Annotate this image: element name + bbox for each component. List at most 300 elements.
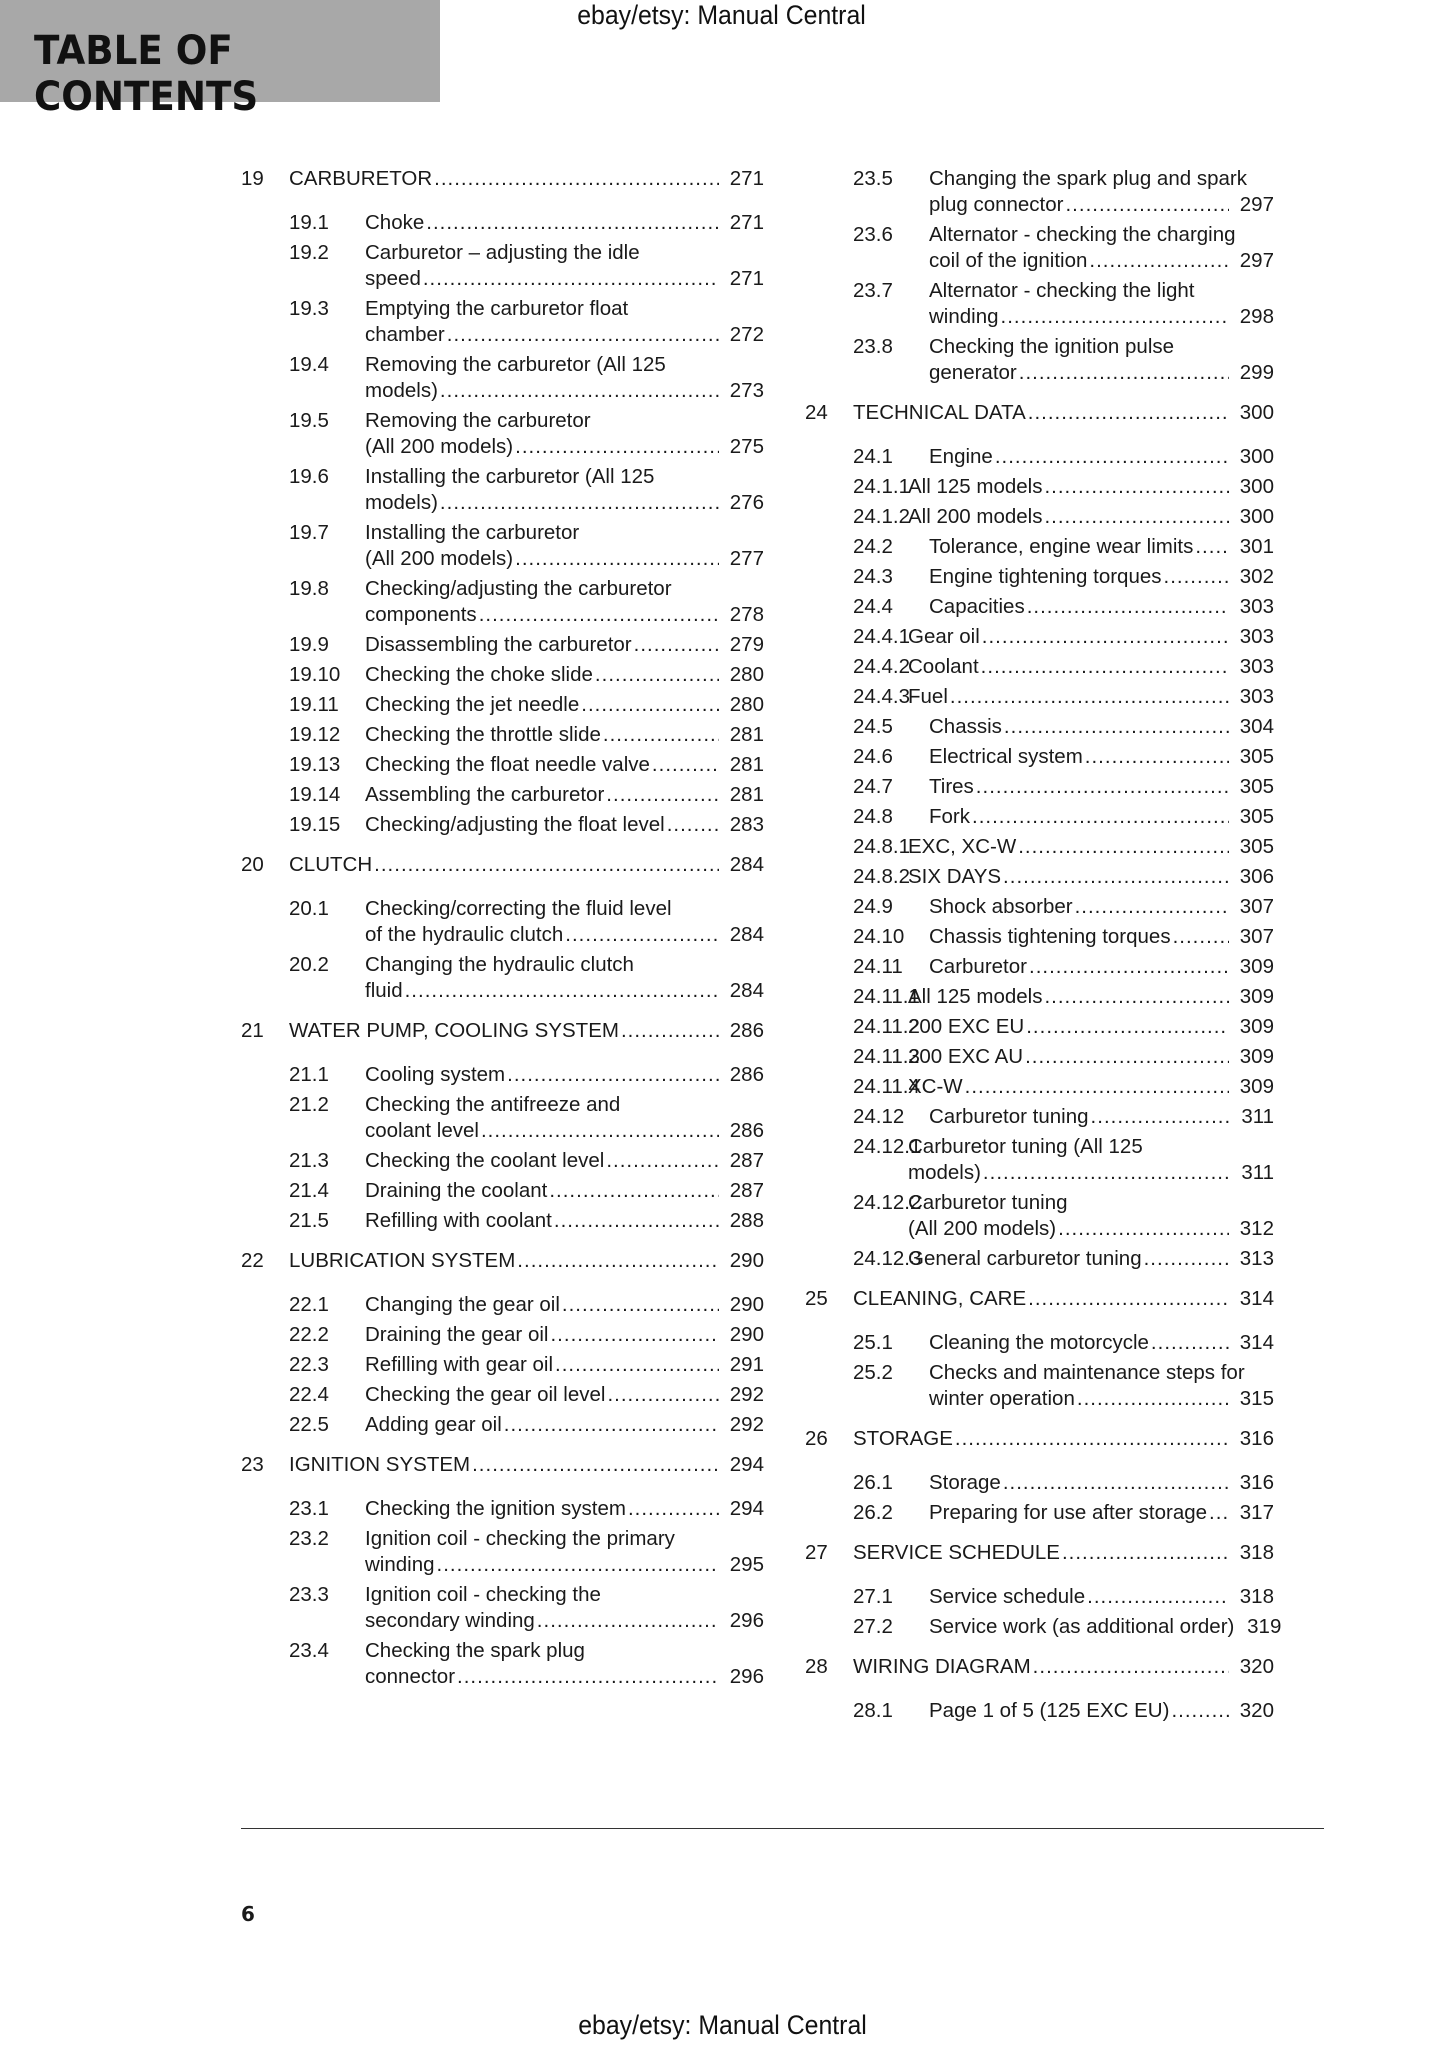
toc-section-entry[interactable] xyxy=(805,278,1274,330)
toc-entry-page: 284 xyxy=(729,979,764,1002)
toc-entry-title-line: Choke xyxy=(365,211,425,234)
toc-section-entry[interactable] xyxy=(805,774,1274,800)
toc-section-entry[interactable] xyxy=(241,1062,764,1088)
toc-entry-title-line: Capacities xyxy=(929,595,1025,618)
toc-entry-page: 318 xyxy=(1239,1541,1274,1564)
toc-entry-title-line: Tolerance, engine wear limits xyxy=(929,535,1194,558)
toc-entry-number: 24.1 xyxy=(853,445,893,468)
toc-entry-page: 314 xyxy=(1239,1287,1274,1310)
toc-entry-page: 280 xyxy=(729,663,764,686)
toc-entry-page: 296 xyxy=(729,1609,764,1632)
toc-entry-number: 24.1.2 xyxy=(853,505,910,528)
toc-entry-page: 320 xyxy=(1239,1655,1274,1678)
toc-section-entry[interactable] xyxy=(241,812,764,838)
toc-right-column xyxy=(805,166,1282,1728)
toc-entry-title-line: plug connector xyxy=(929,193,1064,216)
toc-section-entry[interactable] xyxy=(241,1496,764,1522)
toc-entry-number: 24.4.1 xyxy=(853,625,910,648)
toc-section-entry[interactable] xyxy=(805,1246,1274,1272)
toc-entry-title-line: Service schedule xyxy=(929,1585,1086,1608)
toc-entry-title-line: Cooling system xyxy=(365,1063,506,1086)
dot-leader xyxy=(1087,1584,1229,1610)
toc-entry-page: 305 xyxy=(1239,745,1274,768)
toc-section-entry[interactable] xyxy=(805,984,1274,1010)
toc-chapter-entry[interactable] xyxy=(805,1426,1274,1452)
toc-entry-title-line: TECHNICAL DATA xyxy=(853,401,1026,424)
toc-section-entry[interactable] xyxy=(805,504,1274,530)
dot-leader xyxy=(374,852,719,878)
dot-leader xyxy=(995,444,1229,470)
toc-entry-number: 27.2 xyxy=(853,1615,893,1638)
toc-section-entry[interactable] xyxy=(805,714,1274,740)
toc-entry-page: 314 xyxy=(1239,1331,1274,1354)
toc-entry-page: 302 xyxy=(1239,565,1274,588)
toc-entry-page: 304 xyxy=(1239,715,1274,738)
watermark-bottom: ebay/etsy: Manual Central xyxy=(578,2010,867,2040)
toc-entry-page: 316 xyxy=(1239,1471,1274,1494)
dot-leader xyxy=(581,692,719,718)
toc-entry-page: 297 xyxy=(1239,193,1274,216)
toc-entry-title-line: coolant level xyxy=(365,1119,479,1142)
dot-leader xyxy=(1003,1470,1229,1496)
toc-entry-title-line: Chassis tightening torques xyxy=(929,925,1171,948)
toc-entry-number: 24.4.3 xyxy=(853,685,910,708)
toc-entry-number: 19.13 xyxy=(289,753,341,776)
toc-entry-number: 19.15 xyxy=(289,813,341,836)
toc-entry-title-line: SERVICE SCHEDULE xyxy=(853,1541,1060,1564)
toc-entry-title-line: Electrical system xyxy=(929,745,1083,768)
toc-entry-title-line: Engine tightening torques xyxy=(929,565,1162,588)
toc-entry-page: 286 xyxy=(729,1063,764,1086)
dot-leader xyxy=(1029,954,1229,980)
toc-entry-title-line: Alternator - checking the light xyxy=(929,279,1195,302)
toc-section-entry[interactable] xyxy=(805,744,1274,770)
toc-entry-number: 21.1 xyxy=(289,1063,329,1086)
toc-entry-page: 280 xyxy=(729,693,764,716)
toc-section-entry[interactable] xyxy=(241,1178,764,1204)
toc-entry-number: 22.5 xyxy=(289,1413,329,1436)
toc-entry-page: 305 xyxy=(1239,805,1274,828)
dot-leader xyxy=(554,1208,719,1234)
dot-leader xyxy=(549,1178,719,1204)
toc-entry-page: 315 xyxy=(1239,1387,1274,1410)
dot-leader xyxy=(437,1552,719,1578)
toc-entry-number: 24.9 xyxy=(853,895,893,918)
toc-entry-page: 300 xyxy=(1239,445,1274,468)
toc-entry-title-line: Checking the gear oil level xyxy=(365,1383,606,1406)
toc-entry-title-line: chamber xyxy=(365,323,445,346)
dot-leader xyxy=(595,662,719,688)
dot-leader xyxy=(1144,1246,1229,1272)
dot-leader xyxy=(1028,400,1229,426)
toc-entry-title-line: Changing the hydraulic clutch xyxy=(365,953,634,976)
toc-entry-title-line: models) xyxy=(908,1161,981,1184)
toc-entry-number: 19.14 xyxy=(289,783,341,806)
toc-section-entry[interactable] xyxy=(805,1134,1274,1186)
toc-entry-number: 21 xyxy=(241,1019,264,1042)
toc-entry-page: 271 xyxy=(729,267,764,290)
toc-entry-title-line: Carburetor tuning (All 125 xyxy=(908,1135,1143,1158)
toc-entry-page: 300 xyxy=(1239,401,1274,424)
toc-section-entry[interactable] xyxy=(241,1382,764,1408)
toc-entry-number: 19.2 xyxy=(289,241,329,264)
toc-section-entry[interactable] xyxy=(241,1412,764,1438)
dot-leader xyxy=(517,1248,719,1274)
toc-entry-number: 24.4 xyxy=(853,595,893,618)
toc-section-entry[interactable] xyxy=(805,954,1274,980)
toc-entry-page: 291 xyxy=(729,1353,764,1376)
toc-entry-title-line: CLEANING, CARE xyxy=(853,1287,1027,1310)
dot-leader xyxy=(1044,504,1229,530)
toc-entry-number: 24.7 xyxy=(853,775,893,798)
toc-entry-page: 320 xyxy=(1239,1699,1274,1722)
toc-entry-number: 24.11.1 xyxy=(853,985,920,1008)
toc-entry-title-line: fluid xyxy=(365,979,403,1002)
toc-entry-number: 24 xyxy=(805,401,828,424)
toc-entry-number: 24.5 xyxy=(853,715,893,738)
toc-entry-number: 24.1.1 xyxy=(853,475,910,498)
dot-leader xyxy=(1171,1698,1229,1724)
toc-section-entry[interactable] xyxy=(241,520,764,572)
toc-section-entry[interactable] xyxy=(241,662,764,688)
toc-section-entry[interactable] xyxy=(241,896,764,948)
dot-leader xyxy=(1089,248,1229,274)
toc-section-entry[interactable] xyxy=(241,782,764,808)
toc-entry-page: 300 xyxy=(1239,475,1274,498)
toc-chapter-entry[interactable] xyxy=(241,1248,764,1274)
toc-section-entry[interactable] xyxy=(805,1104,1274,1130)
toc-section-entry[interactable] xyxy=(805,654,1274,680)
toc-section-entry[interactable] xyxy=(805,444,1274,470)
toc-entry-page: 286 xyxy=(729,1119,764,1142)
toc-entry-title-line: IGNITION SYSTEM xyxy=(289,1453,471,1476)
toc-section-entry[interactable] xyxy=(805,222,1274,274)
toc-section-entry[interactable] xyxy=(241,1638,764,1690)
toc-section-entry[interactable] xyxy=(241,1322,764,1348)
toc-section-entry[interactable] xyxy=(805,334,1274,386)
toc-entry-page: 309 xyxy=(1239,955,1274,978)
toc-chapter-entry[interactable] xyxy=(241,1452,764,1478)
toc-section-entry[interactable] xyxy=(805,166,1274,218)
toc-entry-number: 22.2 xyxy=(289,1323,329,1346)
toc-entry-number: 24.2 xyxy=(853,535,893,558)
toc-entry-title-line: (All 200 models) xyxy=(908,1217,1057,1240)
toc-entry-page: 305 xyxy=(1239,775,1274,798)
dot-leader xyxy=(1004,714,1229,740)
toc-entry-title-line: All 125 models xyxy=(908,985,1043,1008)
toc-entry-title-line: STORAGE xyxy=(853,1427,953,1450)
dot-leader xyxy=(550,1322,719,1348)
toc-entry-title-line: generator xyxy=(929,361,1017,384)
toc-section-entry[interactable] xyxy=(241,1092,764,1144)
toc-entry-number: 21.3 xyxy=(289,1149,329,1172)
footer-rule xyxy=(241,1828,1324,1829)
dot-leader xyxy=(607,1382,719,1408)
toc-section-entry[interactable] xyxy=(805,594,1274,620)
toc-entry-page: 319 xyxy=(1247,1615,1282,1638)
dot-leader xyxy=(481,1118,719,1144)
toc-section-entry[interactable] xyxy=(805,924,1274,950)
dot-leader xyxy=(479,602,719,628)
toc-entry-number: 19.8 xyxy=(289,577,329,600)
toc-entry-page: 309 xyxy=(1239,1045,1274,1068)
toc-section-entry[interactable] xyxy=(241,1148,764,1174)
toc-entry-number: 24.6 xyxy=(853,745,893,768)
toc-entry-title-line: Ignition coil - checking the primary xyxy=(365,1527,675,1550)
toc-entry-title-line: CARBURETOR xyxy=(289,167,433,190)
toc-entry-page: 287 xyxy=(729,1179,764,1202)
dot-leader xyxy=(667,812,719,838)
toc-entry-title-line: Checking the ignition system xyxy=(365,1497,626,1520)
toc-entry-page: 303 xyxy=(1239,625,1274,648)
toc-section-entry[interactable] xyxy=(805,1698,1274,1724)
toc-entry-title-line: Installing the carburetor (All 125 xyxy=(365,465,655,488)
toc-entry-page: 290 xyxy=(729,1323,764,1346)
toc-entry-title-line: Disassembling the carburetor xyxy=(365,633,632,656)
dot-leader xyxy=(1077,1386,1229,1412)
toc-section-entry[interactable] xyxy=(805,1584,1274,1610)
toc-entry-page: 281 xyxy=(729,783,764,806)
toc-entry-title-line: Emptying the carburetor float xyxy=(365,297,629,320)
toc-entry-page: 296 xyxy=(729,1665,764,1688)
toc-section-entry[interactable] xyxy=(241,632,764,658)
toc-section-entry[interactable] xyxy=(241,576,764,628)
toc-entry-title-line: Fork xyxy=(929,805,970,828)
toc-entry-title-line: Checking the spark plug xyxy=(365,1639,585,1662)
toc-entry-page: 306 xyxy=(1239,865,1274,888)
dot-leader xyxy=(426,210,719,236)
toc-entry-number: 27.1 xyxy=(853,1585,893,1608)
toc-section-entry[interactable] xyxy=(805,1044,1274,1070)
toc-entry-title-line: coil of the ignition xyxy=(929,249,1088,272)
toc-entry-number: 28 xyxy=(805,1655,828,1678)
dot-leader xyxy=(447,322,719,348)
toc-section-entry[interactable] xyxy=(805,864,1274,890)
dot-leader xyxy=(555,1352,719,1378)
dot-leader xyxy=(1028,1286,1229,1312)
toc-entry-title-line: Page 1 of 5 (125 EXC EU) xyxy=(929,1699,1170,1722)
toc-section-entry[interactable] xyxy=(805,1074,1274,1100)
toc-entry-number: 22 xyxy=(241,1249,264,1272)
toc-entry-number: 24.11.3 xyxy=(853,1045,920,1068)
toc-left-column xyxy=(241,166,764,1694)
dot-leader xyxy=(434,166,719,192)
toc-entry-page: 309 xyxy=(1239,1075,1274,1098)
toc-entry-page: 305 xyxy=(1239,835,1274,858)
toc-entry-page: 278 xyxy=(729,603,764,626)
toc-entry-title-line: CLUTCH xyxy=(289,853,373,876)
toc-section-entry[interactable] xyxy=(241,464,764,516)
toc-entry-number: 20 xyxy=(241,853,264,876)
toc-entry-number: 23.2 xyxy=(289,1527,329,1550)
toc-entry-title-line: Checking/adjusting the float level xyxy=(365,813,665,836)
toc-entry-title-line: WATER PUMP, COOLING SYSTEM xyxy=(289,1019,619,1042)
toc-entry-page: 292 xyxy=(729,1383,764,1406)
toc-entry-number: 23.3 xyxy=(289,1583,329,1606)
toc-entry-number: 24.11.4 xyxy=(853,1075,920,1098)
toc-entry-page: 283 xyxy=(729,813,764,836)
toc-entry-number: 24.8.2 xyxy=(853,865,910,888)
toc-section-entry[interactable] xyxy=(241,296,764,348)
dot-leader xyxy=(606,1148,719,1174)
toc-entry-page: 303 xyxy=(1239,685,1274,708)
toc-entry-number: 25.1 xyxy=(853,1331,893,1354)
toc-entry-number: 19.1 xyxy=(289,211,329,234)
toc-entry-page: 271 xyxy=(729,211,764,234)
toc-entry-title-line: Ignition coil - checking the xyxy=(365,1583,601,1606)
toc-chapter-entry[interactable] xyxy=(805,1540,1274,1566)
toc-entry-title-line: LUBRICATION SYSTEM xyxy=(289,1249,516,1272)
dot-leader xyxy=(965,1074,1229,1100)
dot-leader xyxy=(440,378,719,404)
toc-entry-title-line: All 125 models xyxy=(908,475,1043,498)
toc-entry-number: 24.10 xyxy=(853,925,905,948)
toc-entry-page: 316 xyxy=(1239,1427,1274,1450)
toc-section-entry[interactable] xyxy=(805,624,1274,650)
toc-entry-page: 317 xyxy=(1239,1501,1274,1524)
dot-leader xyxy=(1091,1104,1229,1130)
toc-entry-title-line: 200 EXC AU xyxy=(908,1045,1024,1068)
toc-section-entry[interactable] xyxy=(805,1014,1274,1040)
toc-entry-number: 24.12 xyxy=(853,1105,905,1128)
toc-entry-page: 303 xyxy=(1239,655,1274,678)
toc-section-entry[interactable] xyxy=(805,534,1274,560)
toc-section-entry[interactable] xyxy=(805,564,1274,590)
toc-entry-number: 19.10 xyxy=(289,663,341,686)
toc-entry-page: 311 xyxy=(1241,1105,1274,1128)
toc-entry-number: 19.6 xyxy=(289,465,329,488)
toc-entry-number: 19.4 xyxy=(289,353,329,376)
toc-entry-title-line: winding xyxy=(929,305,999,328)
toc-entry-number: 20.2 xyxy=(289,953,329,976)
toc-entry-number: 22.3 xyxy=(289,1353,329,1376)
toc-section-entry[interactable] xyxy=(805,1190,1274,1242)
toc-entry-title-line: WIRING DIAGRAM xyxy=(853,1655,1031,1678)
toc-section-entry[interactable] xyxy=(805,684,1274,710)
toc-entry-title-line: (All 200 models) xyxy=(365,547,514,570)
toc-entry-page: 318 xyxy=(1239,1585,1274,1608)
toc-entry-page: 292 xyxy=(729,1413,764,1436)
toc-section-entry[interactable] xyxy=(805,1500,1274,1526)
toc-entry-page: 275 xyxy=(729,435,764,458)
toc-entry-page: 290 xyxy=(729,1249,764,1272)
toc-section-entry[interactable] xyxy=(241,1352,764,1378)
toc-section-entry[interactable] xyxy=(805,804,1274,830)
dot-leader xyxy=(562,1292,719,1318)
toc-section-entry[interactable] xyxy=(805,1614,1282,1640)
dot-leader xyxy=(1044,474,1229,500)
toc-section-entry[interactable] xyxy=(241,1526,764,1578)
dot-leader xyxy=(405,978,719,1004)
toc-section-entry[interactable] xyxy=(241,1208,764,1234)
toc-section-entry[interactable] xyxy=(241,352,764,404)
toc-section-entry[interactable] xyxy=(241,240,764,292)
toc-section-entry[interactable] xyxy=(805,1330,1274,1356)
dot-leader xyxy=(1025,1044,1229,1070)
dot-leader xyxy=(1065,192,1229,218)
dot-leader xyxy=(976,774,1229,800)
toc-entry-page: 288 xyxy=(729,1209,764,1232)
toc-entry-page: 297 xyxy=(1239,249,1274,272)
toc-entry-title-line: speed xyxy=(365,267,421,290)
toc-entry-number: 26 xyxy=(805,1427,828,1450)
toc-section-entry[interactable] xyxy=(241,752,764,778)
dot-leader xyxy=(1044,984,1229,1010)
toc-entry-title-line: Draining the gear oil xyxy=(365,1323,549,1346)
toc-section-entry[interactable] xyxy=(805,1470,1274,1496)
toc-chapter-entry[interactable] xyxy=(805,400,1274,426)
toc-chapter-entry[interactable] xyxy=(241,852,764,878)
toc-chapter-entry[interactable] xyxy=(241,1018,764,1044)
toc-entry-number: 25 xyxy=(805,1287,828,1310)
toc-section-entry[interactable] xyxy=(241,1582,764,1634)
toc-chapter-entry[interactable] xyxy=(241,166,764,192)
dot-leader xyxy=(628,1496,719,1522)
toc-section-entry[interactable] xyxy=(241,408,764,460)
dot-leader xyxy=(515,434,719,460)
toc-section-entry[interactable] xyxy=(805,894,1274,920)
dot-leader xyxy=(515,546,719,572)
dot-leader xyxy=(652,752,719,778)
toc-section-entry[interactable] xyxy=(241,1292,764,1318)
dot-leader xyxy=(606,782,719,808)
dot-leader xyxy=(1058,1216,1229,1242)
toc-section-entry[interactable] xyxy=(805,474,1274,500)
dot-leader xyxy=(537,1608,719,1634)
toc-entry-title-line: Checking the float needle valve xyxy=(365,753,650,776)
toc-entry-page: 276 xyxy=(729,491,764,514)
toc-entry-page: 309 xyxy=(1239,985,1274,1008)
toc-entry-title-line: models) xyxy=(365,379,438,402)
toc-entry-title-line: General carburetor tuning xyxy=(908,1247,1142,1270)
toc-chapter-entry[interactable] xyxy=(805,1654,1274,1680)
toc-entry-title-line: Shock absorber xyxy=(929,895,1073,918)
dot-leader xyxy=(634,632,719,658)
toc-section-entry[interactable] xyxy=(805,834,1274,860)
dot-leader xyxy=(423,266,719,292)
toc-chapter-entry[interactable] xyxy=(805,1286,1274,1312)
page-title: TABLE OF CONTENTS xyxy=(34,28,259,120)
toc-entry-page: 277 xyxy=(729,547,764,570)
toc-entry-number: 21.4 xyxy=(289,1179,329,1202)
toc-entry-title-line: Refilling with coolant xyxy=(365,1209,552,1232)
toc-entry-title-line: winter operation xyxy=(929,1387,1075,1410)
toc-entry-number: 25.2 xyxy=(853,1361,893,1384)
toc-entry-page: 290 xyxy=(729,1293,764,1316)
toc-entry-number: 23.7 xyxy=(853,279,893,302)
toc-section-entry[interactable] xyxy=(241,952,764,1004)
toc-section-entry[interactable] xyxy=(805,1360,1274,1412)
toc-section-entry[interactable] xyxy=(241,722,764,748)
toc-entry-title-line: Installing the carburetor xyxy=(365,521,580,544)
toc-entry-page: 294 xyxy=(729,1453,764,1476)
dot-leader xyxy=(1018,834,1229,860)
toc-entry-number: 22.1 xyxy=(289,1293,329,1316)
toc-entry-title-line: EXC, XC-W xyxy=(908,835,1017,858)
toc-entry-page: 311 xyxy=(1241,1161,1274,1184)
toc-entry-title-line: Checking the coolant level xyxy=(365,1149,605,1172)
toc-entry-page: 307 xyxy=(1239,895,1274,918)
toc-entry-title-line: Cleaning the motorcycle xyxy=(929,1331,1149,1354)
toc-section-entry[interactable] xyxy=(241,692,764,718)
toc-entry-page: 294 xyxy=(729,1497,764,1520)
dot-leader xyxy=(1019,360,1229,386)
toc-entry-number: 19.11 xyxy=(289,693,339,716)
watermark-top: ebay/etsy: Manual Central xyxy=(577,0,866,30)
toc-entry-number: 20.1 xyxy=(289,897,329,920)
toc-entry-page: 271 xyxy=(729,167,764,190)
toc-section-entry[interactable] xyxy=(241,210,764,236)
